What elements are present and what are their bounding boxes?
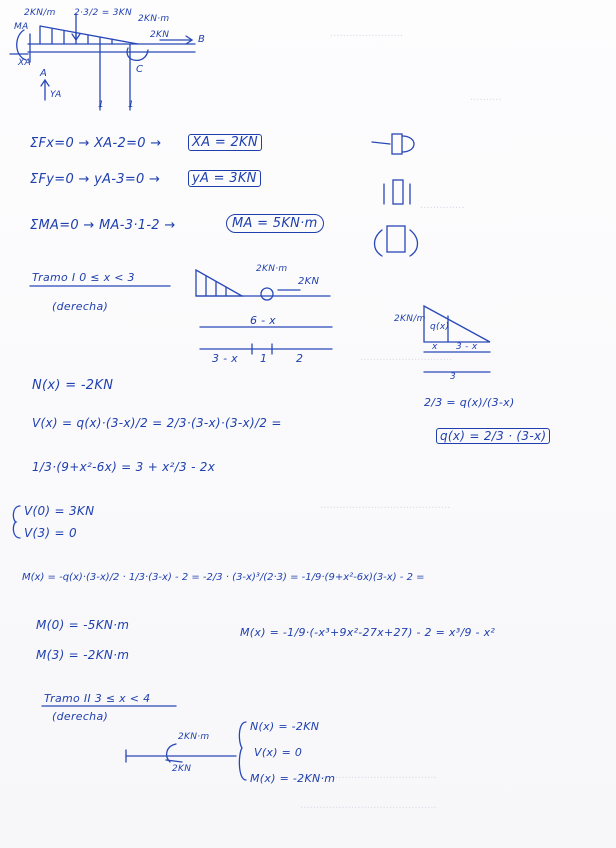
section-moment-label: 2KN·m — [256, 264, 288, 274]
dim-b-label: 1 — [260, 352, 268, 365]
tramo-2-moment: M(x) = -2KN·m — [250, 772, 336, 785]
triangle-top-label: 2KN/m — [394, 314, 426, 324]
moment-expanded: M(x) = -1/9·(-x³+9x²-27x+27) - 2 = x³/9 - x² — [240, 626, 496, 639]
dim-a-label: 3 - x — [212, 352, 238, 365]
normal-force-eq: N(x) = -2KN — [32, 378, 114, 393]
load-top-label: 2KN/m — [24, 8, 56, 18]
ratio-equation: 2/3 = q(x)/(3-x) — [424, 396, 515, 409]
q-function-box: q(x) = 2/3 · (3-x) — [436, 428, 550, 444]
sign-arrow — [372, 142, 390, 144]
moment-symbol — [261, 288, 273, 300]
reaction-ya-label: YA — [50, 90, 62, 100]
moment-label: 2KN·m — [138, 14, 170, 24]
brace — [239, 722, 246, 780]
load-formula-label: 2·3/2 = 3KN — [74, 8, 132, 18]
force-label: 2KN — [150, 30, 170, 40]
moment-eq: M(x) = -q(x)·(3-x)/2 · 1/3·(3-x) - 2 = -2/3 · (3-x)³/(2·3) = -1/9·(9+x²-6x)(3-x) - 2 = — [22, 572, 425, 583]
dim-label-2: 1 — [128, 100, 135, 110]
tramo-2-shear: V(x) = 0 — [254, 746, 303, 759]
sign-arrow — [402, 136, 414, 152]
tramo-2-subtitle: (derecha) — [52, 710, 109, 723]
result-ya: yA = 3KN — [188, 170, 261, 187]
bleed-through-text: ........................................... — [300, 770, 437, 781]
brace — [13, 506, 20, 538]
point-c-label: C — [136, 64, 144, 75]
equation-sum-fy: ΣFy=0 → yA-3=0 → — [30, 172, 161, 187]
sign-arrow — [375, 230, 383, 256]
triangle-3-label: 3 — [450, 372, 457, 382]
tramo-1-subtitle: (derecha) — [52, 300, 109, 313]
section-2-force-label: 2KN — [172, 764, 192, 774]
distributed-load — [40, 26, 138, 44]
shear-at-0: V(0) = 3KN — [24, 504, 95, 518]
reaction-xa-label: XA — [18, 58, 31, 68]
dim-total-label: 6 - x — [250, 314, 276, 327]
equation-sum-ma: ΣMA=0 → MA-3·1-2 → — [30, 218, 176, 233]
triangle-q-label: q(x) — [430, 322, 450, 332]
dim-label-1: 1 — [98, 100, 105, 110]
bleed-through-text: ....................... — [330, 28, 404, 39]
section-force-label: 2KN — [298, 276, 320, 287]
result-ma: MA = 5KN·m — [226, 214, 324, 233]
shear-force-expanded: 1/3·(9+x²-6x) = 3 + x²/3 - 2x — [32, 460, 216, 474]
dim-c-label: 2 — [296, 352, 304, 365]
tramo-1-title: Tramo I 0 ≤ x < 3 — [32, 271, 135, 284]
point-b-label: B — [198, 34, 206, 45]
point-a-label: A — [40, 68, 48, 79]
section-load — [196, 270, 242, 296]
moment-at-0: M(0) = -5KN·m — [36, 618, 130, 632]
equation-sum-fx: ΣFx=0 → XA-2=0 → — [30, 136, 162, 151]
bleed-through-text: ............................. — [360, 352, 453, 363]
shear-at-3: V(3) = 0 — [24, 526, 77, 540]
reaction-ma-label: MA — [14, 22, 29, 32]
section-2-moment-label: 2KN·m — [178, 732, 210, 742]
bleed-through-text: ........................................... — [300, 800, 437, 811]
triangle-3x-label: 3 - x — [456, 342, 478, 352]
sign-convention-box — [387, 226, 405, 252]
shear-force-eq: V(x) = q(x)·(3-x)/2 = 2/3·(3-x)·(3-x)/2 = — [32, 416, 282, 430]
moment-at-3: M(3) = -2KN·m — [36, 648, 130, 662]
moment-symbol — [167, 744, 176, 762]
result-xa: XA = 2KN — [188, 134, 262, 151]
sign-convention-box — [393, 180, 403, 204]
triangle-x-label: x — [432, 342, 438, 352]
bleed-through-text: .......... — [470, 92, 502, 103]
sign-convention-box — [392, 134, 402, 154]
sign-arrow — [410, 230, 418, 256]
moment-ma-arrow — [17, 30, 26, 60]
bleed-through-text: .............. — [420, 200, 465, 211]
bleed-through-text: ......................................... — [320, 500, 451, 511]
tramo-2-normal: N(x) = -2KN — [250, 720, 320, 733]
tramo-2-title: Tramo II 3 ≤ x < 4 — [44, 692, 151, 705]
